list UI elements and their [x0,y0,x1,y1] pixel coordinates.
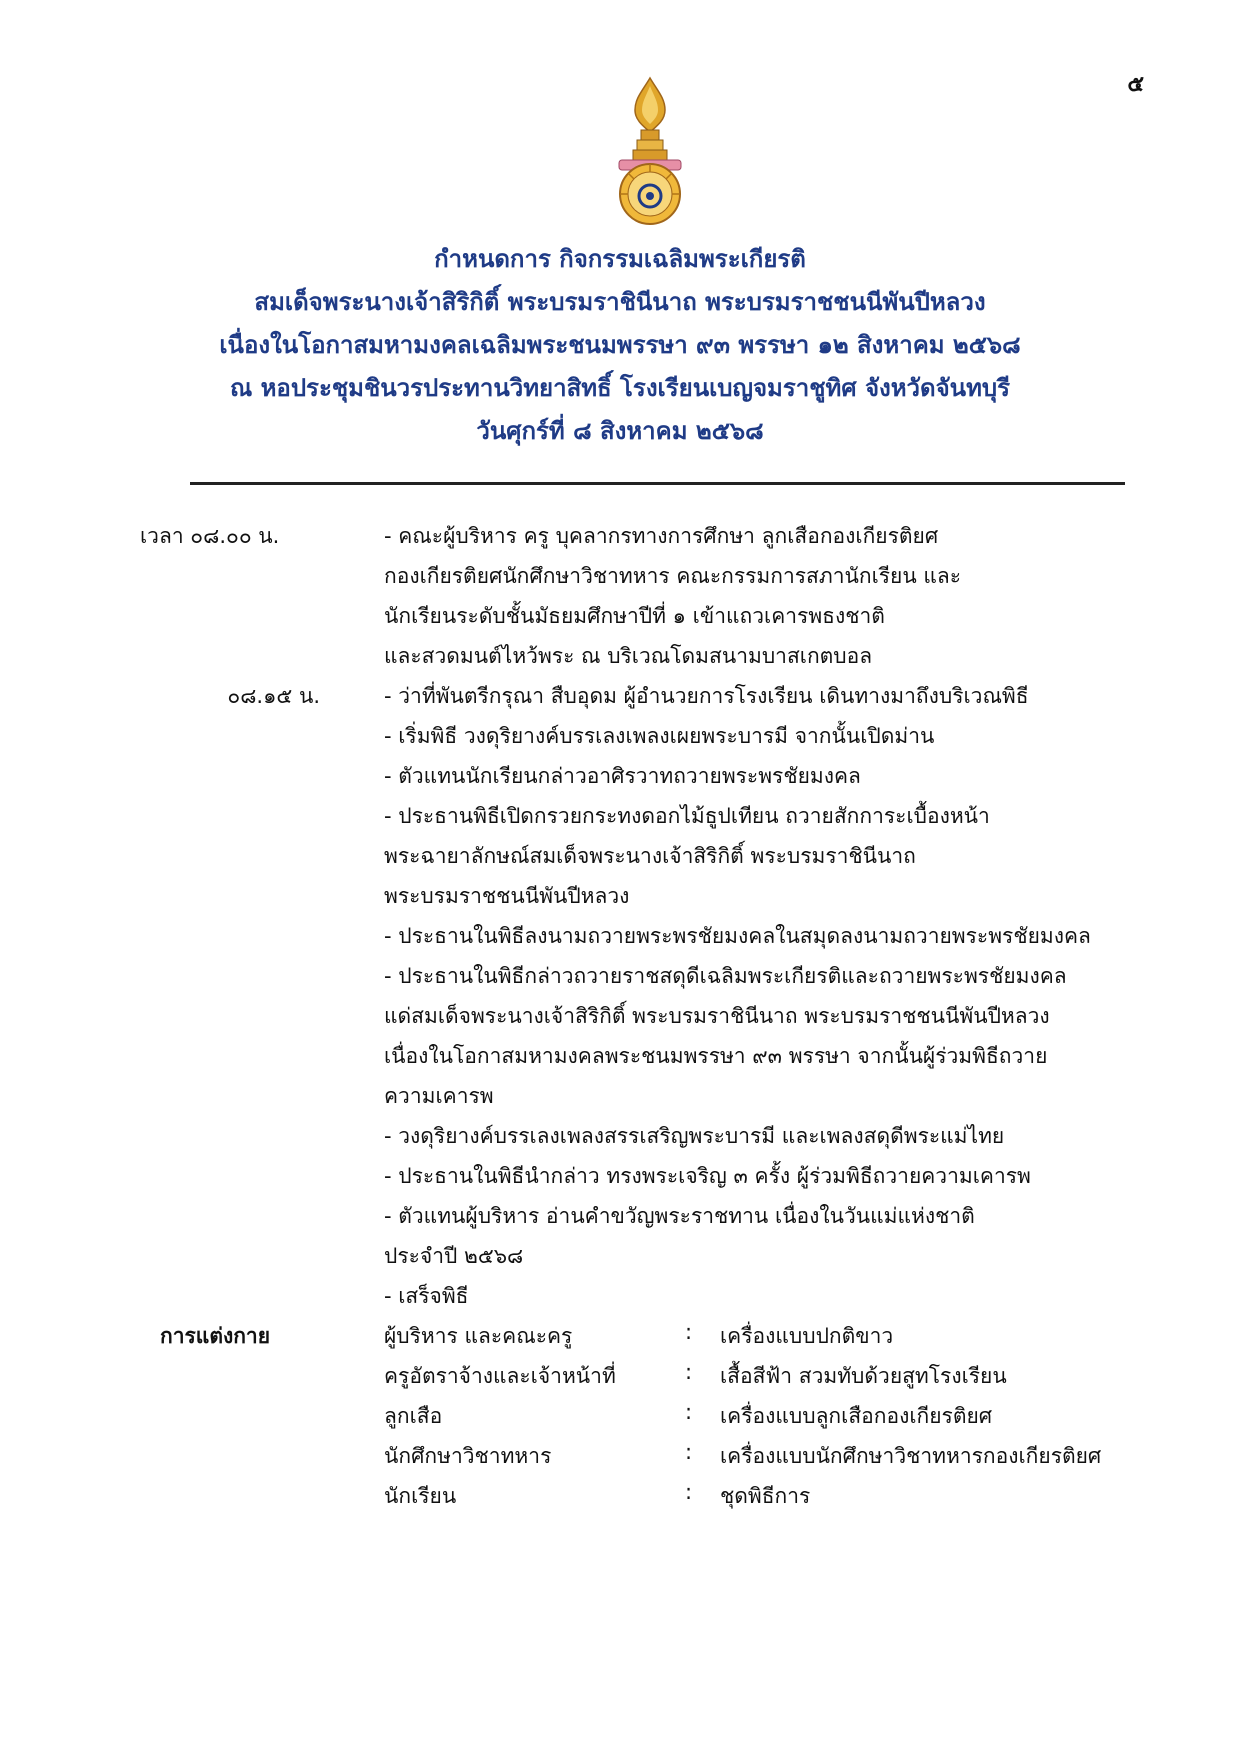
schedule-line: เนื่องในโอกาสมหามงคลพระชนมพรรษา ๙๓ พรรษา จากนั้นผู้ร่วมพิธีถวาย [384,1044,1048,1068]
dress-role: นักศึกษาวิชาทหาร [384,1444,552,1468]
dress-attire: ชุดพิธีการ [720,1484,811,1508]
dress-colon: : [685,1440,693,1464]
schedule-line: ความเคารพ [384,1084,494,1108]
dress-colon: : [685,1400,693,1424]
schedule-time: เวลา ๐๘.๐๐ น. [140,524,280,548]
dress-role: ผู้บริหาร และคณะครู [384,1324,573,1348]
schedule-line: พระฉายาลักษณ์สมเด็จพระนางเจ้าสิริกิติ์ พระบรมราชินีนาถ [384,844,916,868]
dress-attire: เสื้อสีฟ้า สวมทับด้วยสูทโรงเรียน [720,1364,1007,1388]
dress-role: ลูกเสือ [384,1404,443,1428]
schedule-line: - ตัวแทนนักเรียนกล่าวอาศิรวาทถวายพระพรชัยมงคล [384,764,861,788]
schedule-line: แด่สมเด็จพระนางเจ้าสิริกิติ์ พระบรมราชินีนาถ พระบรมราชชนนีพันปีหลวง [384,1004,1050,1028]
schedule-line: - วงดุริยางค์บรรเลงเพลงสรรเสริญพระบารมี และเพลงสดุดีพระแม่ไทย [384,1124,1005,1148]
document-title-block [60,238,1180,453]
schedule-line: - ประธานในพิธีลงนามถวายพระพรชัยมงคลในสมุดลงนามถวายพระพรชัยมงคล [384,924,1091,948]
royal-emblem-icon [605,76,695,226]
dress-attire: เครื่องแบบลูกเสือกองเกียรติยศ [720,1404,993,1428]
schedule-line: - ตัวแทนผู้บริหาร อ่านคำขวัญพระราชทาน เนื่องในวันแม่แห่งชาติ [384,1204,975,1228]
dress-colon: : [685,1320,693,1344]
schedule-line: - ว่าที่พันตรีกรุณา สืบอุดม ผู้อำนวยการโรงเรียน เดินทางมาถึงบริเวณพิธี [384,684,1029,708]
title-line: ณ หอประชุมชินวรประทานวิทยาสิทธิ์ โรงเรียนเบญจมราชูทิศ จังหวัดจันทบุรี [229,374,1011,402]
schedule-time: ๐๘.๑๕ น. [227,684,320,708]
dress-code-label: การแต่งกาย [160,1324,271,1348]
divider [190,482,1125,485]
dress-role: ครูอัตราจ้างและเจ้าหน้าที่ [384,1364,616,1388]
page-number: ๕ [1127,72,1144,97]
schedule-line: - คณะผู้บริหาร ครู บุคลากรทางการศึกษา ลูกเสือกองเกียรติยศ [384,524,939,548]
title-line: สมเด็จพระนางเจ้าสิริกิติ์ พระบรมราชินีนาถ พระบรมราชชนนีพันปีหลวง [254,288,986,316]
schedule-line: และสวดมนต์ไหว้พระ ณ บริเวณโดมสนามบาสเกตบอล [384,644,873,668]
dress-attire: เครื่องแบบนักศึกษาวิชาทหารกองเกียรติยศ [720,1444,1102,1468]
dress-colon: : [685,1480,693,1504]
dress-role: นักเรียน [384,1484,457,1508]
schedule-line: พระบรมราชชนนีพันปีหลวง [384,884,630,908]
schedule-line: - ประธานพิธีเปิดกรวยกระทงดอกไม้ธูปเทียน ถวายสักการะเบื้องหน้า [384,804,990,828]
dress-colon: : [685,1360,693,1384]
dress-attire: เครื่องแบบปกติขาว [720,1324,894,1348]
title-line: กำหนดการ กิจกรรมเฉลิมพระเกียรติ [434,245,806,273]
schedule-line: ประจำปี ๒๕๖๘ [384,1244,524,1268]
schedule-line: - ประธานในพิธีกล่าวถวายราชสดุดีเฉลิมพระเกียรติและถวายพระพรชัยมงคล [384,964,1067,988]
title-line: เนื่องในโอกาสมหามงคลเฉลิมพระชนมพรรษา ๙๓ พรรษา ๑๒ สิงหาคม ๒๕๖๘ [219,331,1021,359]
title-line: วันศุกร์ที่ ๘ สิงหาคม ๒๕๖๘ [476,417,764,445]
schedule-line: - เสร็จพิธี [384,1284,469,1308]
schedule-line: นักเรียนระดับชั้นมัธยมศึกษาปีที่ ๑ เข้าแถวเคารพธงชาติ [384,604,885,628]
schedule-line: - เริ่มพิธี วงดุริยางค์บรรเลงเพลงเผยพระบารมี จากนั้นเปิดม่าน [384,724,935,748]
schedule-line: กองเกียรติยศนักศึกษาวิชาทหาร คณะกรรมการสภานักเรียน และ [384,564,962,588]
schedule-line: - ประธานในพิธีนำกล่าว ทรงพระเจริญ ๓ ครั้ง ผู้ร่วมพิธีถวายความเคารพ [384,1164,1031,1188]
